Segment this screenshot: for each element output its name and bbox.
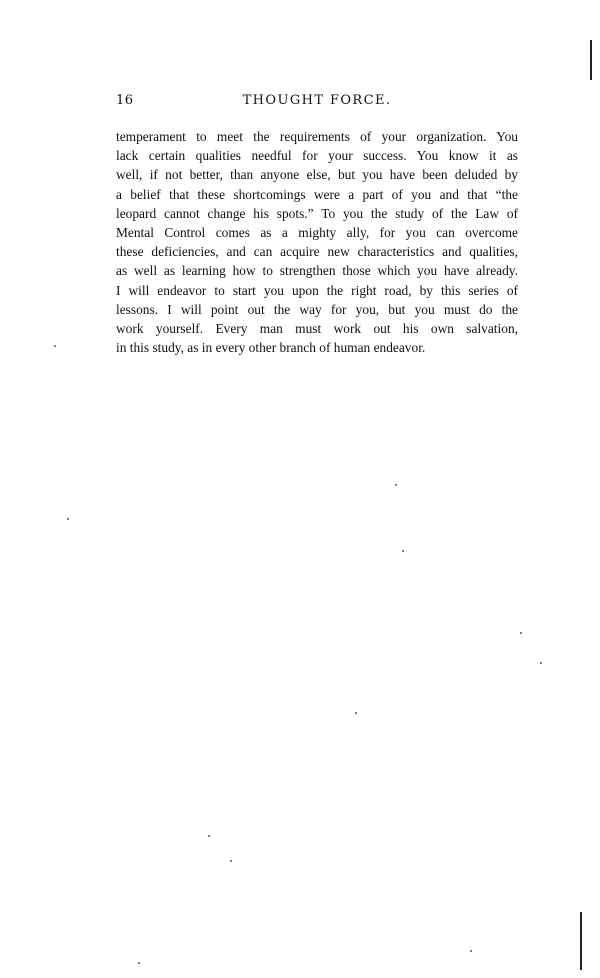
text-line: these deficiencies, and can acquire new characteristics and qualities,	[116, 244, 518, 260]
text-line: well, if not better, than anyone else, but you have been deluded by	[116, 167, 518, 183]
text-line: lack certain qualities needful for your success. You know it as	[116, 148, 518, 164]
body-text	[116, 127, 518, 357]
text-line: a belief that these shortcomings were a part of you and that “the	[116, 186, 518, 202]
text-line: Mental Control comes as a mighty ally, for you can overcome	[116, 225, 518, 241]
running-title: THOUGHT FORCE.	[242, 93, 392, 108]
text-line: work yourself. Every man must work out his own salvation,	[116, 321, 518, 337]
scan-speck	[520, 632, 522, 634]
scan-speck	[355, 712, 357, 714]
text-line: temperament to meet the requirements of your organization. You	[116, 129, 518, 144]
page-edge-mark	[580, 912, 582, 970]
scan-speck	[208, 835, 210, 837]
page-edge-mark	[590, 40, 592, 80]
text-line: in this study, as in every other branch of human endeavor.	[116, 340, 426, 356]
text-line: as well as learning how to strengthen those which you have already.	[116, 263, 518, 279]
scan-speck	[230, 860, 232, 862]
scan-speck	[540, 662, 542, 664]
text-line: I will endeavor to start you upon the right road, by this series of	[116, 282, 518, 298]
text-line: lessons. I will point out the way for you, but you must do the	[116, 301, 518, 317]
scan-speck	[54, 345, 56, 347]
scan-speck	[402, 550, 404, 552]
page-header	[116, 93, 518, 113]
text-line: leopard cannot change his spots.” To you the study of the Law of	[116, 205, 518, 221]
scan-speck	[67, 518, 69, 520]
scan-speck	[470, 950, 472, 952]
scan-speck	[395, 484, 397, 486]
page-number: 16	[116, 93, 134, 108]
scan-speck	[138, 962, 140, 964]
